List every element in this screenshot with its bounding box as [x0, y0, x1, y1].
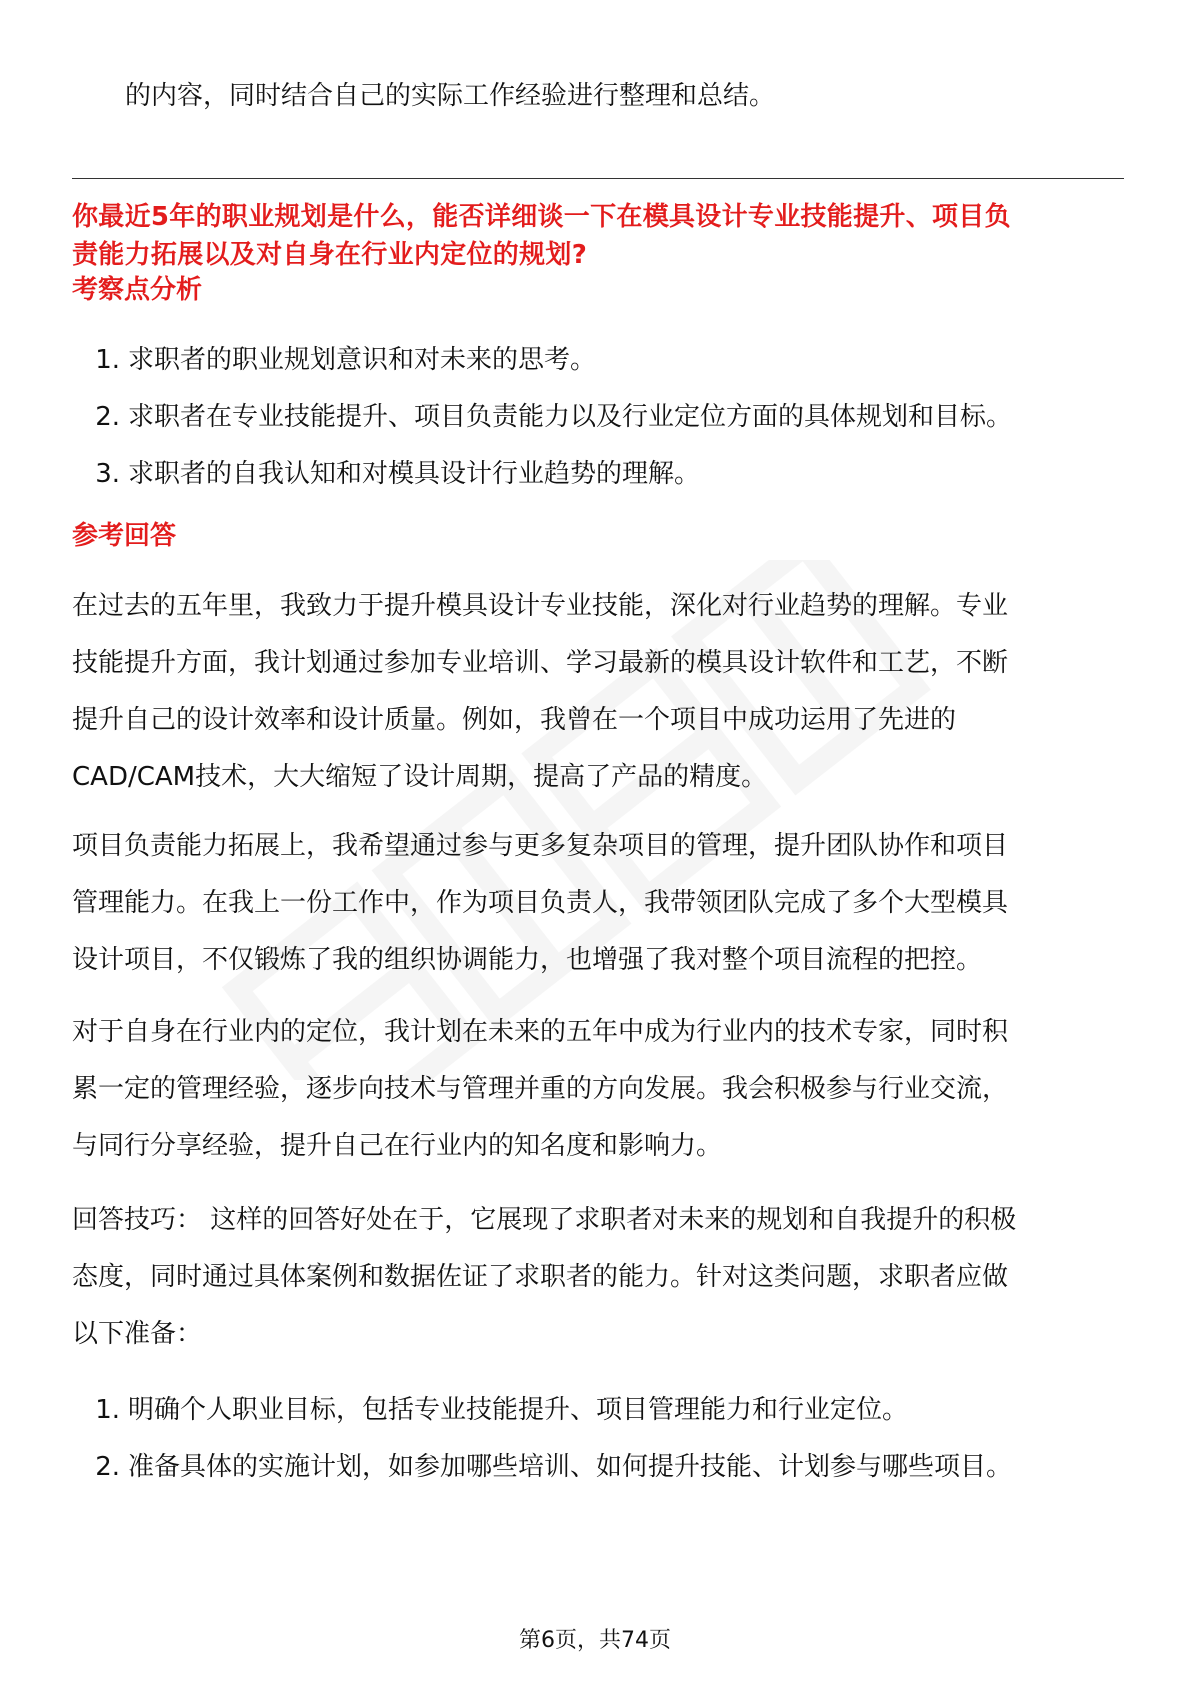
paragraph-line: 与同行分享经验，提升自己在行业内的知名度和影响力。 — [72, 1131, 723, 1161]
list-item-number: 1. — [95, 345, 120, 375]
list-item-number: 2. — [95, 402, 120, 432]
paragraph-line: 累一定的管理经验，逐步向技术与管理并重的方向发展。我会积极参与行业交流， — [72, 1074, 1009, 1104]
list-item-number: 2. — [95, 1452, 120, 1482]
list-item-text: 求职者的自我认知和对模具设计行业趋势的理解。 — [128, 459, 701, 489]
list-item-number: 1. — [95, 1395, 120, 1425]
list-item — [72, 1390, 1012, 1447]
paragraph-line: 提升自己的设计效率和设计质量。例如，我曾在一个项目中成功运用了先进的 — [72, 705, 957, 735]
paragraph-line: 管理能力。在我上一份工作中，作为项目负责人，我带领团队完成了多个大型模具 — [72, 888, 1009, 918]
answer-paragraph — [72, 578, 1124, 806]
list-item-number: 3. — [95, 459, 120, 489]
divider-line — [72, 178, 1124, 179]
lead-text: 的内容，同时结合自己的实际工作经验进行整理和总结。 — [125, 81, 776, 111]
paragraph-line: 设计项目，不仅锻炼了我的组织协调能力，也增强了我对整个项目流程的把控。 — [72, 945, 983, 975]
question-heading — [72, 198, 1132, 274]
paragraph-line: 技能提升方面，我计划通过参加专业培训、学习最新的模具设计软件和工艺，不断 — [72, 648, 1009, 678]
paragraph-line: CAD/CAM技术，大大缩短了设计周期，提高了产品的精度。 — [72, 762, 768, 792]
answer-paragraph — [72, 818, 1124, 989]
paragraph-line: 以下准备： — [72, 1319, 203, 1349]
paragraph-line: 回答技巧： 这样的回答好处在于，它展现了求职者对未来的规划和自我提升的积极 — [72, 1205, 1017, 1235]
answer-paragraph — [72, 1004, 1124, 1175]
answer-heading: 参考回答 — [72, 521, 177, 551]
paragraph-line: 在过去的五年里，我致力于提升模具设计专业技能，深化对行业趋势的理解。专业 — [72, 591, 1009, 621]
question-line-1: 你最近5年的职业规划是什么，能否详细谈一下在模具设计专业技能提升、项目负 — [72, 202, 1011, 232]
list-item-text: 准备具体的实施计划，如参加哪些培训、如何提升技能、计划参与哪些项目。 — [128, 1452, 1013, 1482]
list-item-text: 求职者在专业技能提升、项目负责能力以及行业定位方面的具体规划和目标。 — [128, 402, 1013, 432]
list-item-text: 求职者的职业规划意识和对未来的思考。 — [128, 345, 597, 375]
list-item-text: 明确个人职业目标，包括专业技能提升、项目管理能力和行业定位。 — [128, 1395, 909, 1425]
paragraph-line: 项目负责能力拓展上，我希望通过参与更多复杂项目的管理，提升团队协作和项目 — [72, 831, 1009, 861]
list-item — [72, 340, 1012, 397]
list-item — [72, 1447, 1012, 1504]
page-number-footer: 第6页，共74页 — [519, 1628, 671, 1653]
analysis-heading: 考察点分析 — [72, 275, 203, 305]
list-item — [72, 397, 1012, 454]
paragraph-line: 对于自身在行业内的定位，我计划在未来的五年中成为行业内的技术专家，同时积 — [72, 1017, 1009, 1047]
question-line-2: 责能力拓展以及对自身在行业内定位的规划? — [72, 240, 588, 270]
answer-tips-paragraph — [72, 1192, 1124, 1363]
preparation-list — [72, 1390, 1012, 1504]
analysis-list — [72, 340, 1012, 511]
list-item — [72, 454, 1012, 511]
paragraph-line: 态度，同时通过具体案例和数据佐证了求职者的能力。针对这类问题，求职者应做 — [72, 1262, 1009, 1292]
